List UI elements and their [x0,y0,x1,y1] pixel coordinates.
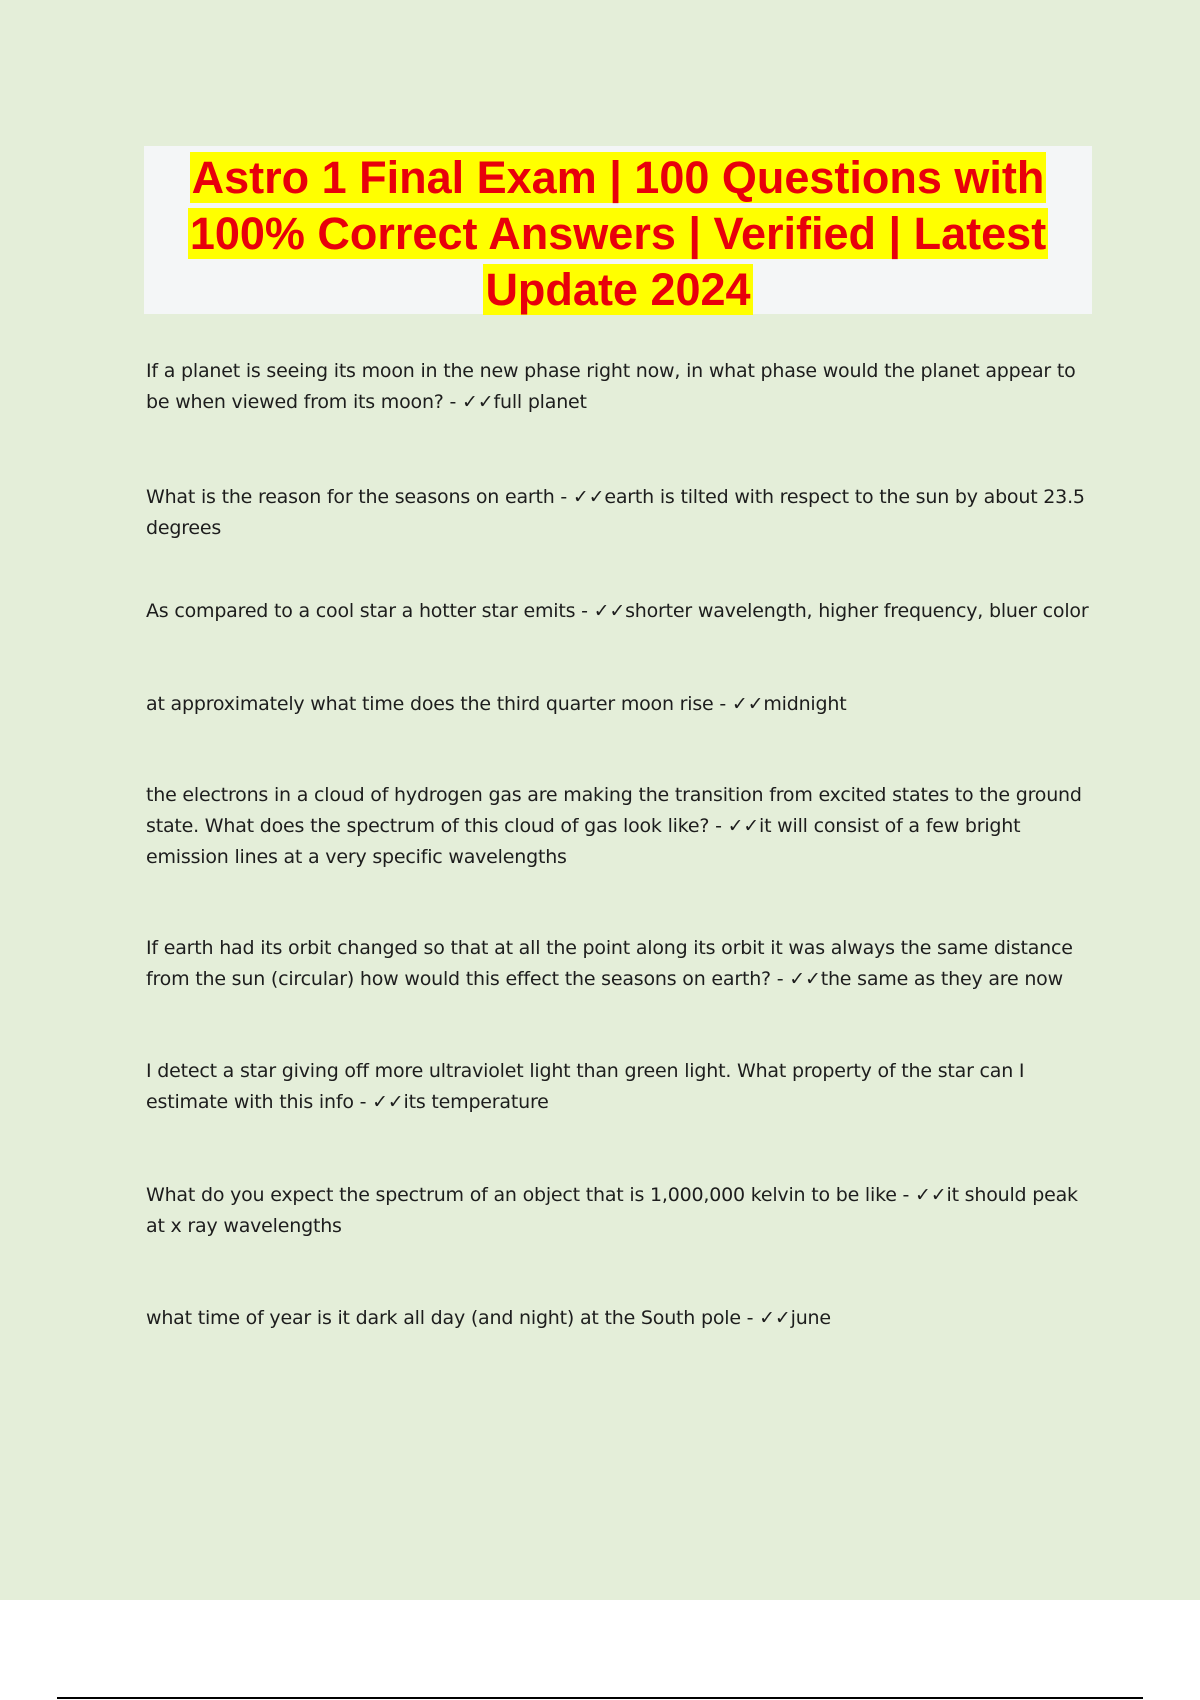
qa-list [146,356,1094,1334]
question-text: If a planet is seeing its moon in the new phase right now, in what phase would the planet appear to be when viewed from its moon? [146,360,1076,413]
check-separator: - ✓✓ [443,391,494,413]
qa-item [146,1303,1094,1334]
qa-item [146,1180,1094,1242]
qa-item [146,356,1094,434]
check-separator: - ✓✓ [896,1184,947,1206]
answer-text: shorter wavelength, higher frequency, bluer color [625,600,1089,622]
check-separator: - ✓✓ [770,968,821,990]
qa-item [146,780,1094,873]
title-banner [144,146,1092,314]
qa-item [146,482,1094,544]
question-text: As compared to a cool star a hotter star emits [146,600,576,622]
question-text: the electrons in a cloud of hydrogen gas are making the transition from excited states to the ground state. What does the spectrum of this cloud of gas look like? [146,784,1082,837]
check-separator: - ✓✓ [713,693,764,715]
check-separator: - ✓✓ [740,1307,791,1329]
answer-text: it should peak at x ray wavelengths [146,1184,1078,1237]
answer-text: earth is tilted with respect to the sun by about 23.5 degrees [146,486,1085,539]
check-separator: - ✓✓ [575,600,626,622]
qa-item [146,1056,1094,1118]
question-text: I detect a star giving off more ultraviolet light than green light. What property of the star can I estimate with this info [146,1060,1025,1113]
bottom-divider [57,1697,1143,1699]
answer-text: its temperature [403,1091,549,1113]
qa-item [146,933,1094,995]
question-text: If earth had its orbit changed so that at all the point along its orbit it was always the same distance from the sun (circular) how would this effect the seasons on earth? [146,937,1073,990]
question-text: at approximately what time does the third quarter moon rise [146,693,714,715]
check-separator: - ✓✓ [554,486,605,508]
qa-item [146,596,1094,627]
document-title: Astro 1 Final Exam | 100 Questions with 100% Correct Answers | Verified | Latest Update 2024 [189,152,1047,315]
answer-text: the same as they are now [820,968,1063,990]
question-text: what time of year is it dark all day (and night) at the South pole [146,1307,741,1329]
answer-text: full planet [493,391,587,413]
answer-text: it will consist of a few bright emission lines at a very specific wavelengths [146,815,1021,868]
answer-text: june [790,1307,831,1329]
answer-text: midnight [763,693,847,715]
check-separator: - ✓✓ [709,815,760,837]
question-text: What is the reason for the seasons on earth [146,486,555,508]
question-text: What do you expect the spectrum of an object that is 1,000,000 kelvin to be like [146,1184,897,1206]
qa-item [146,689,1094,720]
check-separator: - ✓✓ [353,1091,404,1113]
